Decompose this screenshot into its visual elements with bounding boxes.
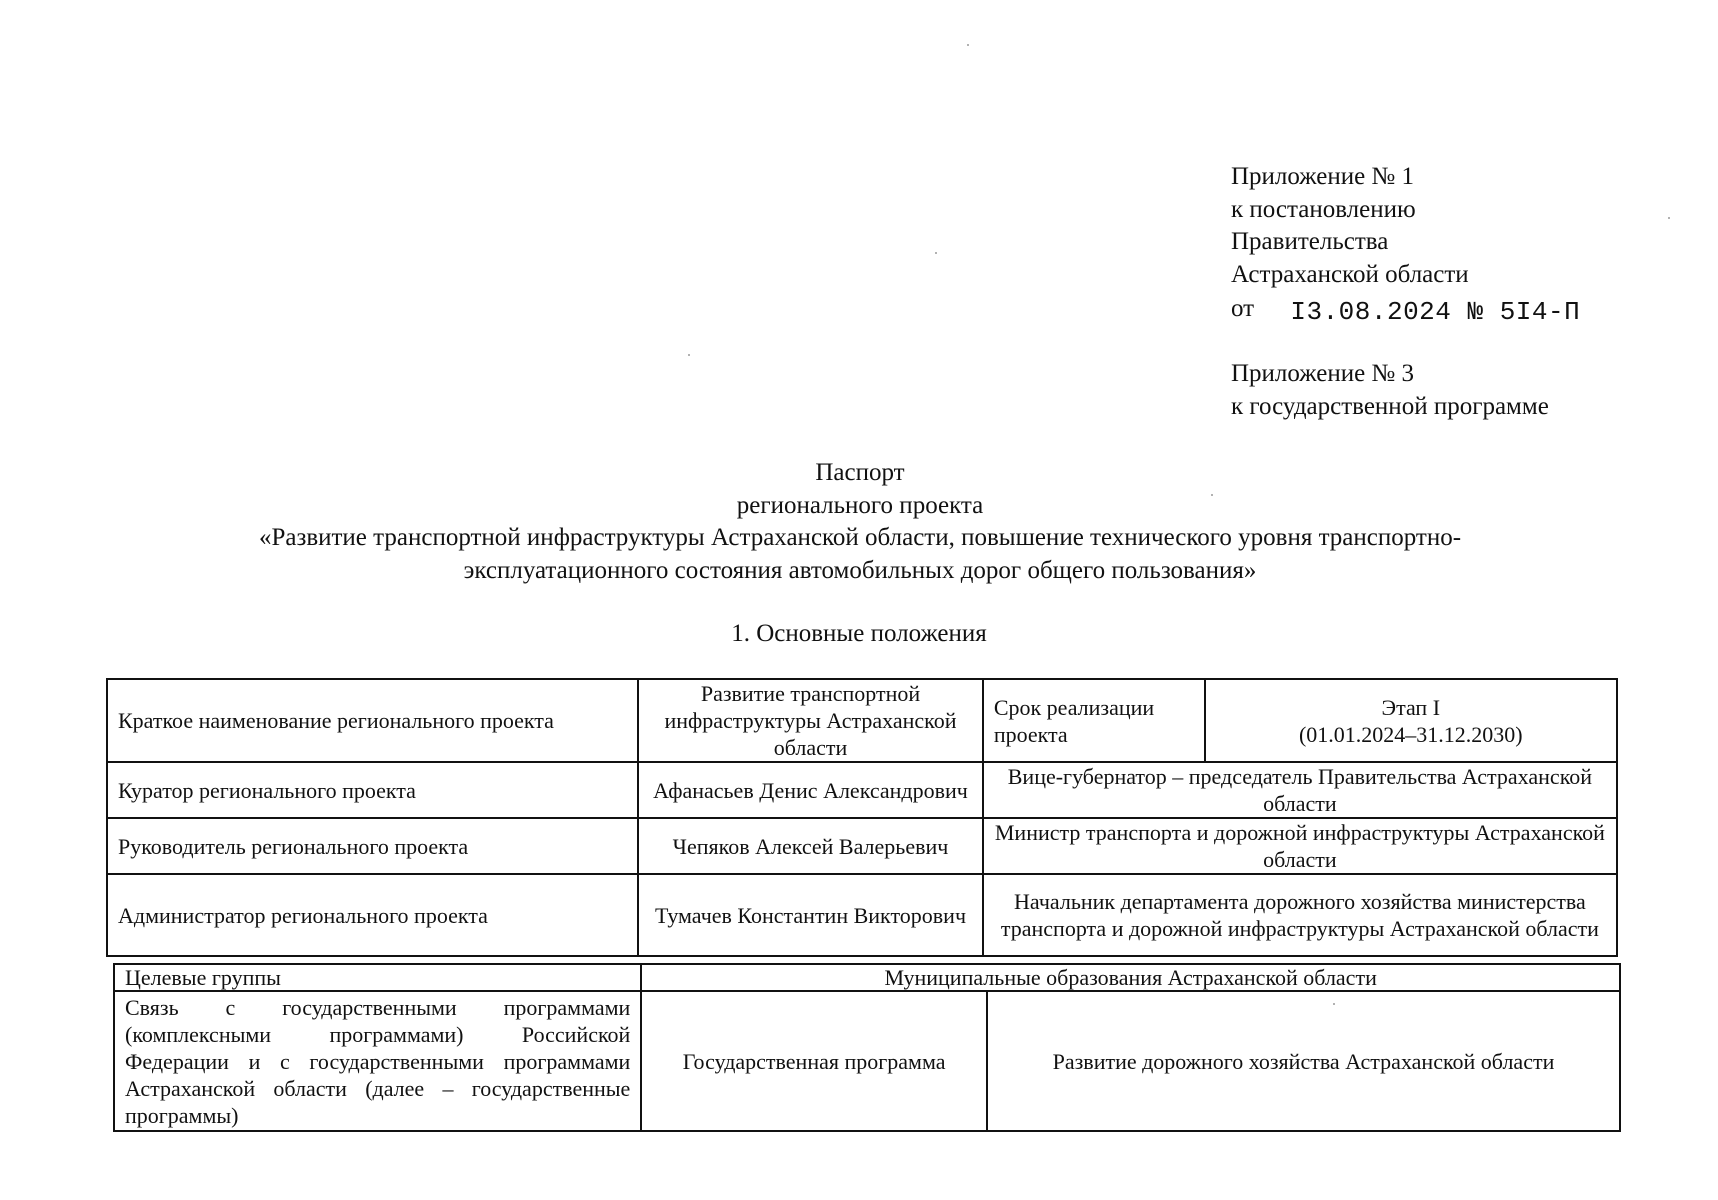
project-name-line-2: эксплуатационного состояния автомобильных дорог общего пользования» xyxy=(463,556,1257,584)
decree-date-number-stamp: I3.08.2024 № 5I4-П xyxy=(1290,297,1581,327)
administrator-label: Администратор регионального проекта xyxy=(107,874,638,956)
appendix-1-line-4: Астраханской области xyxy=(1231,260,1469,288)
program-type: Государственная программа xyxy=(641,991,987,1131)
passport-title: Паспорт xyxy=(815,459,905,486)
appendix-3-line-2: к государственной программе xyxy=(1231,392,1549,420)
table-row xyxy=(107,762,1617,818)
section-title: 1. Основные положения xyxy=(731,620,987,647)
leader-label: Руководитель регионального проекта xyxy=(107,818,638,874)
program-name: Развитие дорожного хозяйства Астраханской области xyxy=(987,991,1620,1131)
administrator-position: Начальник департамента дорожного хозяйства министерства транспорта и дорожной инфраструктуры Астраханской области xyxy=(983,874,1617,956)
curator-person: Афанасьев Денис Александрович xyxy=(638,762,983,818)
table-row xyxy=(107,874,1617,956)
appendix-1-block xyxy=(1231,161,1580,329)
table-row xyxy=(114,964,1620,991)
stage-label: Этап I xyxy=(1381,694,1441,720)
leader-person: Чепяков Алексей Валерьевич xyxy=(638,818,983,874)
project-name-line-1: «Развитие транспортной инфраструктуры Астраханской области, повышение технического уровня транспортно- xyxy=(258,524,1462,551)
program-link-label: Связь с государственными программами (комплексными программами) Российской Федерации и с государственными программами Астраханской области (далее – государственные программы) xyxy=(114,991,641,1131)
table-row xyxy=(107,679,1617,762)
appendix-1-date-line xyxy=(1231,293,1580,329)
target-groups-value: Муниципальные образования Астраханской области xyxy=(641,964,1620,991)
appendix-3-title: Приложение № 3 xyxy=(1231,360,1415,387)
leader-position: Министр транспорта и дорожной инфраструктуры Астраханской области xyxy=(983,818,1617,874)
stage-dates: (01.01.2024–31.12.2030) xyxy=(1298,721,1523,747)
administrator-person: Тумачев Константин Викторович xyxy=(638,874,983,956)
curator-position: Вице-губернатор – председатель Правительства Астраханской области xyxy=(983,762,1617,818)
passport-heading xyxy=(100,457,1620,587)
appendix-1-line-3: Правительства xyxy=(1231,228,1389,255)
program-link-table xyxy=(113,963,1621,1132)
date-prefix: от xyxy=(1231,295,1255,322)
main-provisions-table xyxy=(106,678,1618,957)
short-name-value: Развитие транспортной инфраструктуры Астраханской области xyxy=(638,679,983,762)
target-groups-label: Целевые группы xyxy=(114,964,641,991)
period-value xyxy=(1205,679,1617,762)
passport-subtitle: регионального проекта xyxy=(736,491,984,519)
short-name-label: Краткое наименование регионального проекта xyxy=(107,679,638,762)
curator-label: Куратор регионального проекта xyxy=(107,762,638,818)
appendix-3-block xyxy=(1231,358,1549,423)
table-row xyxy=(114,991,1620,1131)
appendix-1-line-2: к постановлению xyxy=(1231,195,1416,223)
period-label: Срок реализации проекта xyxy=(983,679,1205,762)
appendix-1-title: Приложение № 1 xyxy=(1231,163,1415,190)
table-row xyxy=(107,818,1617,874)
